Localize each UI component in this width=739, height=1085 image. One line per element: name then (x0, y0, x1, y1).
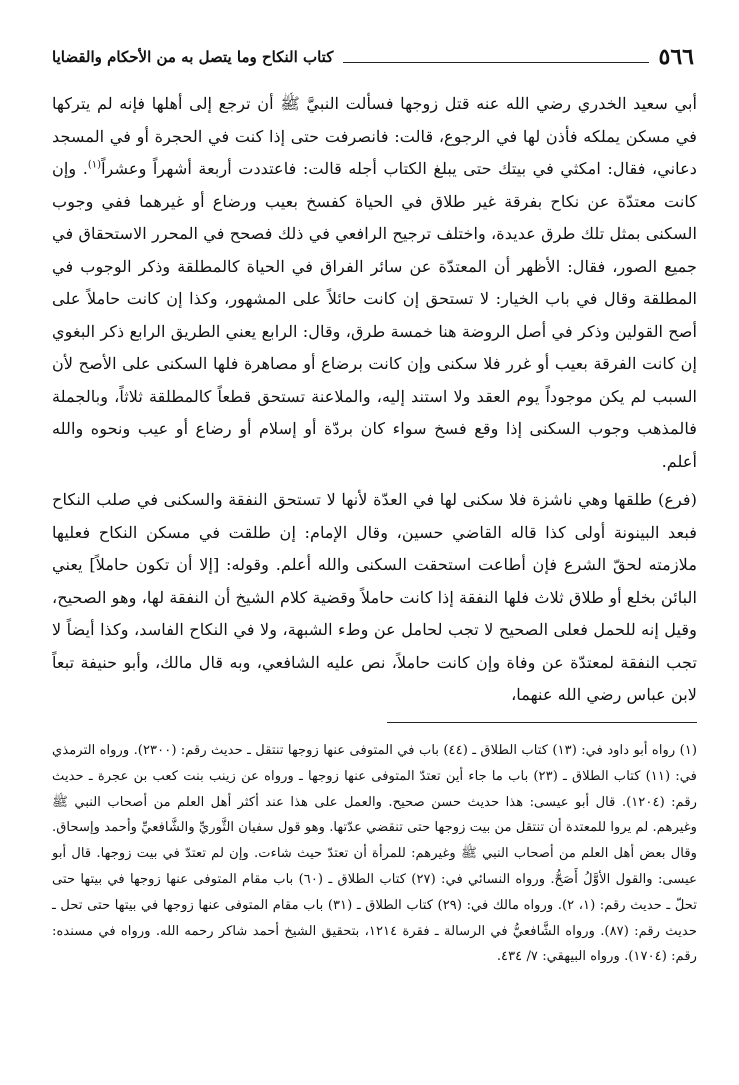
paragraph-1-part-b: . وإن كانت معتدّة عن نكاح بفرقة غير طلاق في الحياة كفسخ بعيب ورضاع أو غيرهما ففي وجوب السكنى بمثل تلك طرق عديدة، واختلف ترجيح الرافعي في ذلك فصحح في المحرر الاستحقاق في جميع الصور، فقال: الأظهر أن المعتدّة عن سائر الفراق في الحياة كالمطلقة وذكر الوجوب في المطلقة وقال في باب الخيار: لا تستحق إن كانت حائلاً على المشهور، وكذا إن كانت حاملاً على أصح القولين وذكر في أصل الروضة هنا خمسة طرق، وقال: الرابع يعني الطريق الرابع ذكر البغوي إن كانت الفرقة بعيب أو غرر فلا سكنى وإن كانت برضاع أو مصاهرة فلها السكنى على الأصح لأن السبب لم يكن موجوداً يوم العقد ولا استند إليه، والملاعنة تستحق قطعاً كالمطلقة ثلاثاً، وبالجملة فالمذهب وجوب السكنى إذا وقع فسخ سواء كان بردّة أو إسلام أو رضاع أو عيب ونحوه والله أعلم. (52, 159, 697, 471)
running-title: كتاب النكاح وما يتصل به من الأحكام والقضايا (52, 48, 334, 66)
paragraph-1 (52, 88, 697, 478)
footnote-divider (387, 722, 697, 723)
footnotes (52, 738, 697, 970)
footnote-reference[interactable]: (١) (87, 159, 102, 171)
main-text (52, 88, 697, 712)
page-header (52, 40, 694, 70)
paragraph-1-part-a: أبي سعيد الخدري رضي الله عنه قتل زوجها فسألت النبيَّ ﷺ أن ترجع إلى أهلها فإنه لم يتركها في مسكن يملكه فأذن لها في الرجوع، قالت: فانصرفت حتى إذا كنت في الحجرة أو في المسجد دعاني، فقال: امكثي في بيتك حتى يبلغ الكتاب أجله قالت: فاعتددت أربعة أشهراً وعشراً (52, 94, 697, 178)
page-number: ٥٦٦ (658, 44, 694, 70)
footnote-1: (١) رواه أبو داود في: (١٣) كتاب الطلاق ـ (٤٤) باب في المتوفى عنها زوجها تنتقل ـ حديث رقم: (٢٣٠٠). ورواه الترمذي في: (١١) كتاب الطلاق ـ (٢٣) باب ما جاء أين تعتدّ المتوفى عنها زوجها ـ ورواه عن زينب بنت كعب بن عجرة ـ حديث رقم: (١٢٠٤). قال أبو عيسى: هذا حديث حسن صحيح. والعمل على هذا عند أكثر أهل العلم من أصحاب النبي ﷺ وغيرهم. لم يروا للمعتدة أن تنتقل من بيت زوجها حتى تنقضي عدّتها. وهو قول سفيان الثَّوريِّ والشَّافعيِّ وأحمد وإسحاق. وقال بعض أهل العلم من أصحاب النبي ﷺ وغيرهم: للمرأة أن تعتدّ حيث شاءت. وإن لم تعتدّ في بيت زوجها. قال أبو عيسى: والقول الأوَّلُ أَصَحُّ. ورواه النسائي في: (٢٧) كتاب الطلاق ـ (٦٠) باب مقام المتوفى عنها زوجها في بيتها حتى تحلّ ـ حديث رقم: (١، ٢). ورواه مالك في: (٢٩) كتاب الطلاق ـ (٣١) باب مقام المتوفى عنها زوجها في بيتها حتى تحل ـ حديث رقم: (٨٧). ورواه الشَّافعيُّ في الرسالة ـ فقرة ١٢١٤، بتحقيق الشيخ أحمد شاكر رحمه الله. ورواه في مسنده: رقم: (١٧٠٤). ورواه البيهقي: ٧/ ٤٣٤. (52, 743, 697, 965)
paragraph-2: (فرع) طلقها وهي ناشزة فلا سكنى لها في العدّة لأنها لا تستحق النفقة والسكنى في صلب النكاح فبعد البينونة أولى كذا قاله القاضي حسين، وقال الإمام: إن طلقت في مسكن النكاح فعليها ملازمته لحقّ الشرع فإن أطاعت استحقت السكنى والله أعلم. وقوله: [إلا أن تكون حاملاً] يعني البائن بخلع أو طلاق ثلاث فلها النفقة إذا كانت حاملاً وقضية كلام الشيخ أن النفقة لها، وهو الصحيح، وقيل إنه للحمل فعلى الصحيح لا تجب لحامل عن وطء الشبهة، ولا في النكاح الفاسد، وكذا أيضاً لا تجب النفقة لمعتدّة عن وفاة وإن كانت حاملاً، نص عليه الشافعي، وبه قال مالك، وأبو حنيفة تبعاً لابن عباس رضي الله عنهما، (52, 490, 697, 704)
header-rule (343, 62, 648, 63)
